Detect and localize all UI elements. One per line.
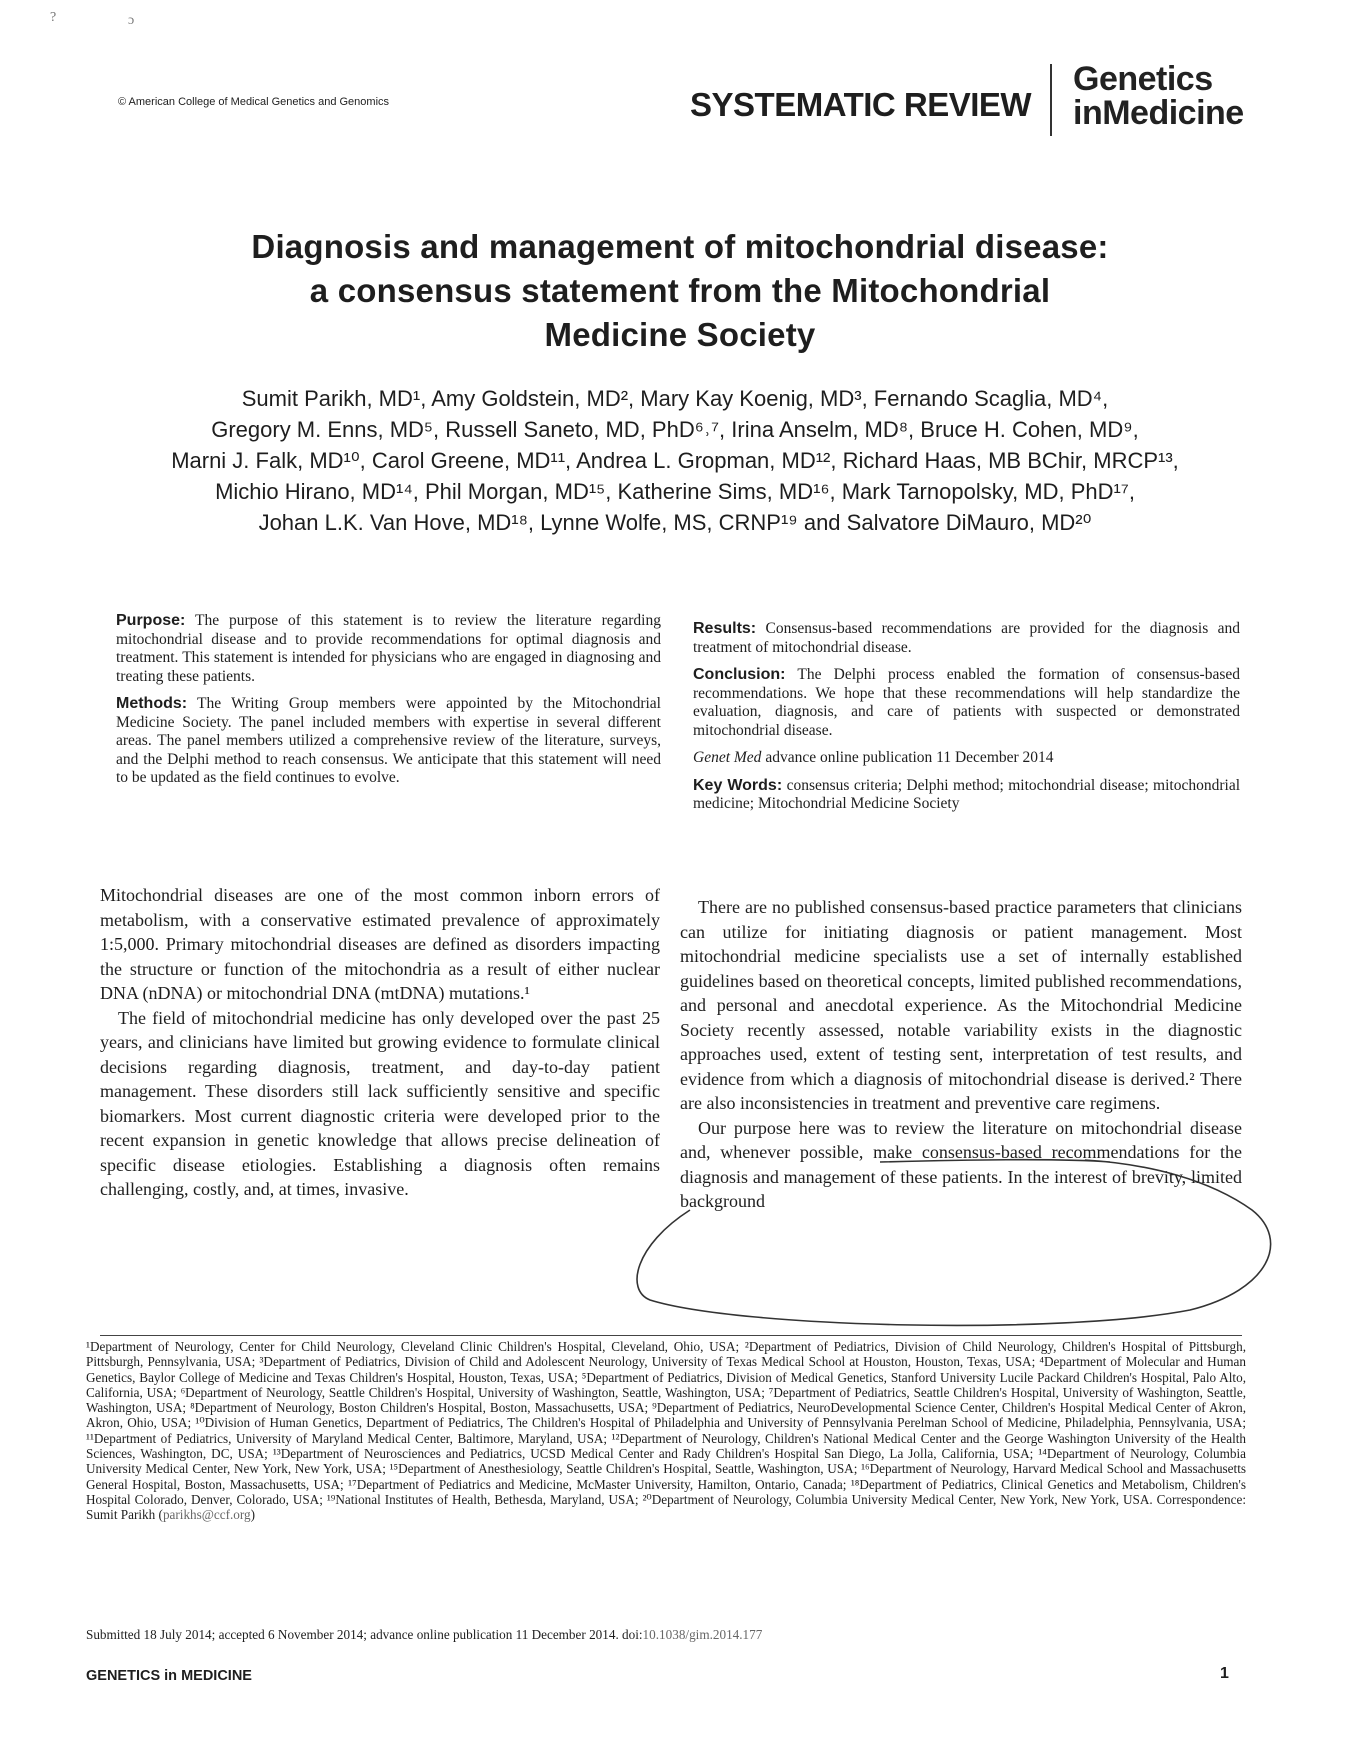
abstract-results [693, 620, 1240, 657]
submission-dates [86, 1627, 762, 1643]
header-divider [1050, 64, 1052, 136]
author-line: Gregory M. Enns, MD⁵, Russell Saneto, MD, PhD⁶˒⁷, Irina Anselm, MD⁸, Bruce H. Cohen, MD⁹, [211, 417, 1139, 442]
abstract-left-column [116, 612, 661, 797]
abstract-conclusion [693, 666, 1240, 740]
affiliations-text: ¹Department of Neurology, Center for Child Neurology, Cleveland Clinic Children's Hospital, Cleveland, Ohio, USA; ²Department of Pediatrics, Division of Child Neurology, Children's Hospital of Pittsburgh, Pittsburgh, Pennsylvania, USA; ³Department of Pediatrics, Division of Child and Adolescent Neurology, University of Texas Medical School at Houston, Houston, Texas, USA; ⁴Department of Molecular and Human Genetics, Baylor College of Medicine and Texas Children's Hospital, Houston, Texas, USA; ⁵Department of Pediatrics, Division of Medical Genetics, Stanford University Lucile Packard Children's Hospital, Palo Alto, California, USA; ⁶Department of Neurology, Seattle Children's Hospital, University of Washington, Seattle, Washington, USA; ⁷Department of Pediatrics, Seattle Children's Hospital, University of Washington, Seattle, Washington, USA; ⁸Department of Neurology, Boston Children's Hospital, Boston, Massachusetts, USA; ⁹Department of Pediatrics, NeuroDevelopmental Science Center, Children's Hospital Medical Center of Akron, Akron, Ohio, USA; ¹⁰Division of Human Genetics, Department of Pediatrics, The Children's Hospital of Philadelphia and University of Pennsylvania Perelman School of Medicine, Philadelphia, Pennsylvania, USA; ¹¹Department of Pediatrics, University of Maryland Medical Center, Baltimore, Maryland, USA; ¹²Department of Neurology, Children's National Medical Center and the George Washington University of the Health Sciences, Washington, DC, USA; ¹³Department of Neurosciences and Pediatrics, UCSD Medical Center and Rady Children's Hospital San Diego, La Jolla, California, USA; ¹⁴Department of Neurology, Columbia University Medical Center, New York, New York, USA; ¹⁵Department of Anesthesiology, Seattle Children's Hospital, Seattle, Washington, USA; ¹⁶Department of Neurology, Harvard Medical School and Massachusetts General Hospital, Boston, Massachusetts, USA; ¹⁷Department of Pediatrics and Medicine, McMaster University, Hamilton, Ontario, Canada; ¹⁸Department of Pediatrics, Clinical Genetics and Metabolism, Children's Hospital Colorado, Denver, Colorado, USA; ¹⁹National Institutes of Health, Bethesda, Maryland, USA; ²⁰Department of Neurology, Columbia University Medical Center, New York, New York, USA. Correspondence: Sumit Parikh ( [86, 1339, 1246, 1523]
methods-text: The Writing Group members were appointed by the Mitochondrial Medicine Society. The panel included members with expertise in several different areas. The panel members utilized a comprehensive review of the literature, surveys, and the Delphi method to reach consensus. We anticipate that this statement will need to be updated as the field continues to evolve. [116, 695, 661, 786]
purpose-text: The purpose of this statement is to review the literature regarding mitochondrial disease and to provide recommendations for optimal diagnosis and treatment. This statement is intended for physicians who are engaged in diagnosing and treating these patients. [116, 612, 661, 685]
journal-logo-line2: inMedicine [1073, 94, 1244, 132]
scan-mark: ? [50, 10, 57, 25]
conclusion-text: The Delphi process enabled the formation of consensus-based recommendations. We hope that these recommendations will help standardize the evaluation, diagnosis, and care of patients with suspected or demonstrated mitochondrial disease. [693, 666, 1240, 739]
article-title [150, 225, 1210, 357]
keywords-label: Key Words: [693, 776, 783, 794]
scan-mark: ɔ [128, 13, 135, 28]
author-line: Johan L.K. Van Hove, MD¹⁸, Lynne Wolfe, MS, CRNP¹⁹ and Salvatore DiMauro, MD²⁰ [258, 510, 1092, 535]
body-paragraph: The field of mitochondrial medicine has only developed over the past 25 years, and clinicians have limited but growing evidence to formulate clinical decisions regarding diagnosis, treatment, and day-to-day patient management. These disorders still lack sufficiently sensitive and specific biomarkers. Most current diagnostic criteria were developed prior to the recent expansion in genetic knowledge that allows precise delineation of specific disease etiologies. Establishing a diagnosis often remains challenging, costly, and, at times, invasive. [100, 1007, 660, 1199]
submitted-text: Submitted 18 July 2014; accepted 6 November 2014; advance online publication 11 December 2014. doi: [86, 1627, 643, 1642]
section-label: SYSTEMATIC REVIEW [690, 86, 1032, 123]
journal-logo-line1: Genetics [1073, 60, 1213, 98]
purpose-label: Purpose: [116, 612, 186, 629]
abstract-keywords [693, 777, 1240, 814]
correspondence-email[interactable]: parikhs@ccf.org [162, 1507, 251, 1523]
results-text: Consensus-based recommendations are provided for the diagnosis and treatment of mitochondrial disease. [693, 620, 1240, 656]
citation-text: advance online publication 11 December 2014 [761, 749, 1054, 766]
doi-link[interactable]: 10.1038/gim.2014.177 [642, 1627, 763, 1642]
methods-label: Methods: [116, 695, 188, 712]
abstract-methods [116, 695, 661, 788]
citation-journal: Genet Med [693, 749, 762, 766]
abstract-citation [693, 749, 1240, 768]
body-paragraph: Mitochondrial diseases are one of the most common inborn errors of metabolism, with a conservative estimated prevalence of approximately 1:5,000. Primary mitochondrial diseases are defined as disorders impacting the structure or function of the mitochondria as a result of either nuclear DNA (nDNA) or mitochondrial DNA (mtDNA) mutations.¹ [100, 885, 660, 1003]
affiliations-close: ) [250, 1507, 256, 1523]
author-list [110, 383, 1240, 538]
affiliations-footnote [86, 1339, 1246, 1523]
body-left-column [100, 883, 660, 1202]
copyright-notice: © American College of Medical Genetics and Genomics [118, 96, 390, 108]
journal-logo [1073, 62, 1244, 130]
handwritten-annotation [630, 1150, 1290, 1340]
author-line: Sumit Parikh, MD¹, Amy Goldstein, MD², Mary Kay Koenig, MD³, Fernando Scaglia, MD⁴, [241, 386, 1109, 411]
footnote-rule [100, 1335, 1242, 1336]
title-line: a consensus statement from the Mitochondrial [309, 272, 1051, 309]
conclusion-label: Conclusion: [693, 666, 786, 683]
footer-journal-name: GENETICS in MEDICINE [86, 1668, 252, 1684]
title-line: Medicine Society [544, 316, 816, 353]
keywords-text: consensus criteria; Delphi method; mitochondrial disease; mitochondrial medicine; Mitochondrial Medicine Society [693, 776, 1241, 812]
abstract-purpose [116, 612, 661, 686]
abstract-right-column [693, 620, 1240, 823]
body-paragraph: Our purpose here was to review the literature on mitochondrial disease and, whenever possible, make consensus-based recommendations for the diagnosis and management of these patients. In the interest of brevity, limited background [680, 1117, 1242, 1211]
body-paragraph: There are no published consensus-based practice parameters that clinicians can utilize for initiating diagnosis or patient management. Most mitochondrial medicine specialists use a set of internally established guidelines based on theoretical concepts, limited published recommendations, and personal and anecdotal experience. As the Mitochondrial Medicine Society recently assessed, notable variability exists in the diagnostic approaches used, extent of testing sent, interpretation of test results, and evidence from which a diagnosis of mitochondrial disease is derived.² There are also inconsistencies in treatment and preventive care regimens. [680, 897, 1242, 1113]
title-line: Diagnosis and management of mitochondrial disease: [251, 228, 1109, 265]
author-line: Marni J. Falk, MD¹⁰, Carol Greene, MD¹¹, Andrea L. Gropman, MD¹², Richard Haas, MB BChir, MRCP¹³, [171, 448, 1179, 473]
page-number: 1 [1220, 1665, 1229, 1682]
author-line: Michio Hirano, MD¹⁴, Phil Morgan, MD¹⁵, Katherine Sims, MD¹⁶, Mark Tarnopolsky, MD, PhD¹⁷, [215, 479, 1135, 504]
results-label: Results: [693, 620, 757, 637]
